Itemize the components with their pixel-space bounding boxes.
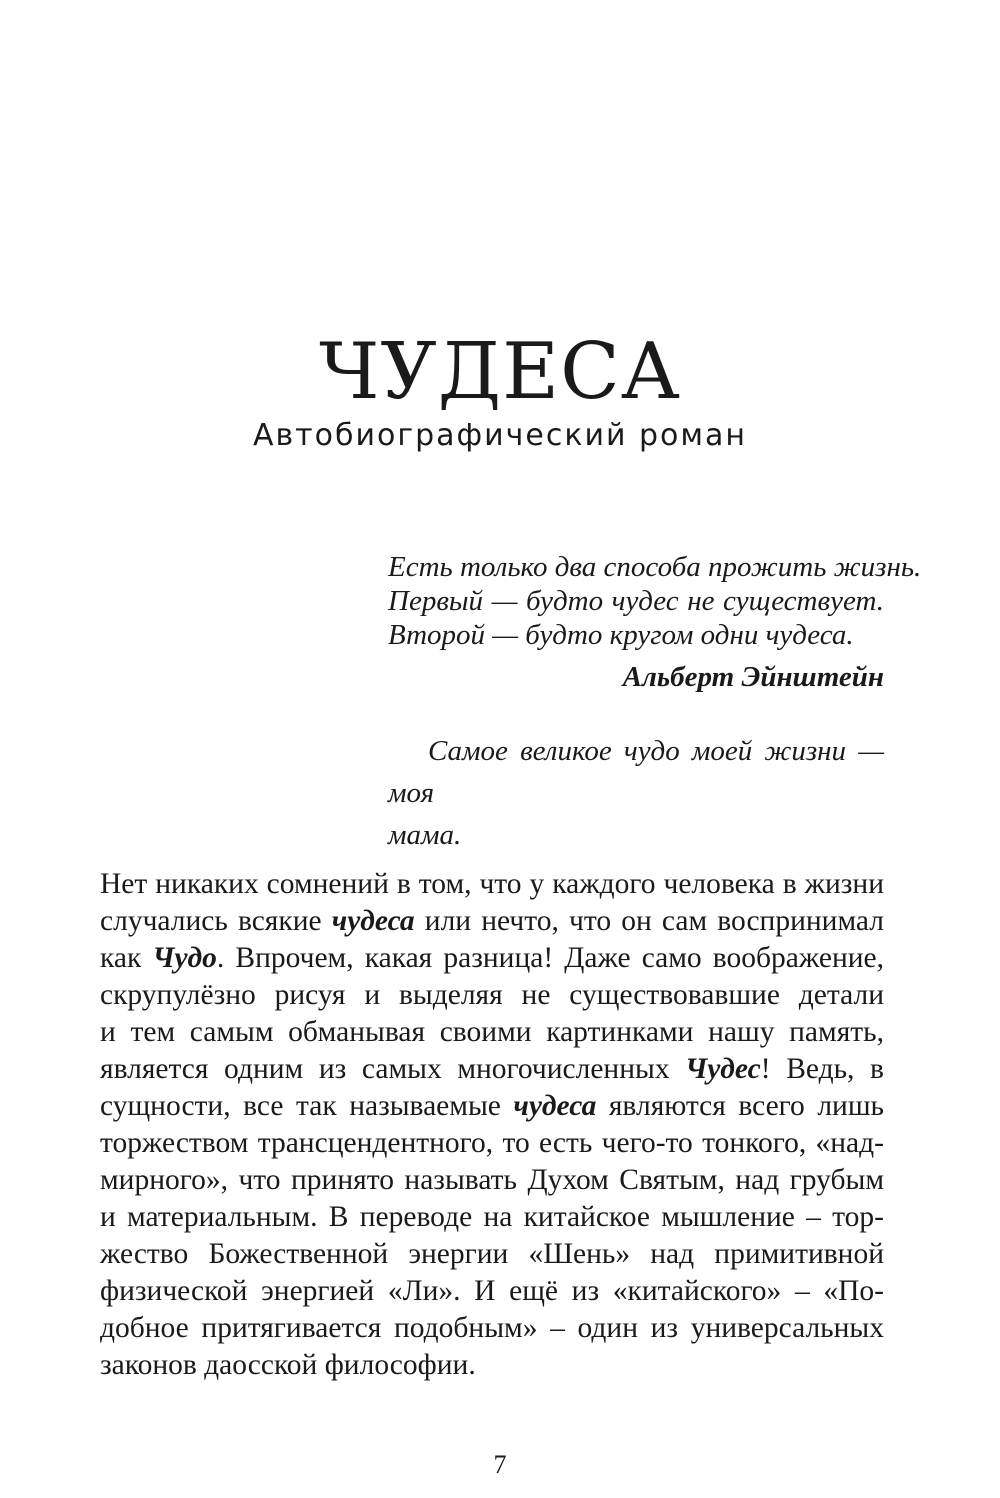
body-line [100,1051,884,1088]
body-line: и тем самым обманывая своими картинками нашу память, [100,1016,884,1048]
epigraph-line: Первый — будто чудес не существует. [388,585,884,617]
body-text-run: сущности, все так называемые [100,1090,514,1122]
body-text-run: как [100,942,153,974]
body-line [100,1088,884,1125]
body-text-run: . Впрочем, какая разница! Даже само воображение, [216,942,885,974]
body-line: законов даосской философии. [100,1349,476,1381]
book-subtitle: Автобиографический роман [252,418,748,453]
body-line: мирного», что принято называть Духом Святым, над грубым [100,1164,884,1196]
emphasis-word: Чудо [152,942,217,974]
epigraph2-line: мама. [388,819,462,851]
emphasis-word: чудеса [513,1090,597,1122]
body-text-run: ! Ведь, в [760,1053,884,1085]
epigraph-line: Второй — будто кругом одни чудеса. [388,619,854,651]
body-paragraph [100,866,884,1384]
body-line: жество Божественной энергии «Шень» над примитивной [100,1238,884,1270]
epigraph-author: Альберт Эйнштейн [622,661,884,693]
body-line: физической энергией «Ли». И ещё из «китайского» – «По- [100,1275,884,1307]
body-text-run: или нечто, что он сам воспринимал [414,905,884,937]
book-title: ЧУДЕСА [319,327,681,417]
body-line: Нет никаких сомнений в том, что у каждого человека в жизни [100,868,884,900]
body-line [100,903,884,940]
body-text-run: являются всего лишь [596,1090,885,1122]
epigraph-mother [388,730,884,856]
emphasis-word: Чудес [685,1053,761,1085]
epigraph-line: Есть только два способа прожить жизнь. [388,551,922,583]
page-number: 7 [493,1450,507,1479]
body-text-run: случались всякие [100,905,332,937]
emphasis-word: чудеса [331,905,415,937]
body-line [100,940,884,977]
body-line: добное притягивается подобным» – один из универсальных [100,1312,884,1344]
epigraph-einstein [388,550,922,694]
body-line: и материальным. В переводе на китайское мышление – тор- [100,1201,884,1233]
epigraph2-line: Самое великое чудо моей жизни — моя [388,735,884,809]
body-line: торжеством трансцендентного, то есть чего-то тонкого, «над- [100,1127,884,1159]
body-line: скрупулёзно рисуя и выделяя не существовавшие детали [100,979,884,1011]
body-text-run: является одним из самых многочисленных [100,1053,686,1085]
